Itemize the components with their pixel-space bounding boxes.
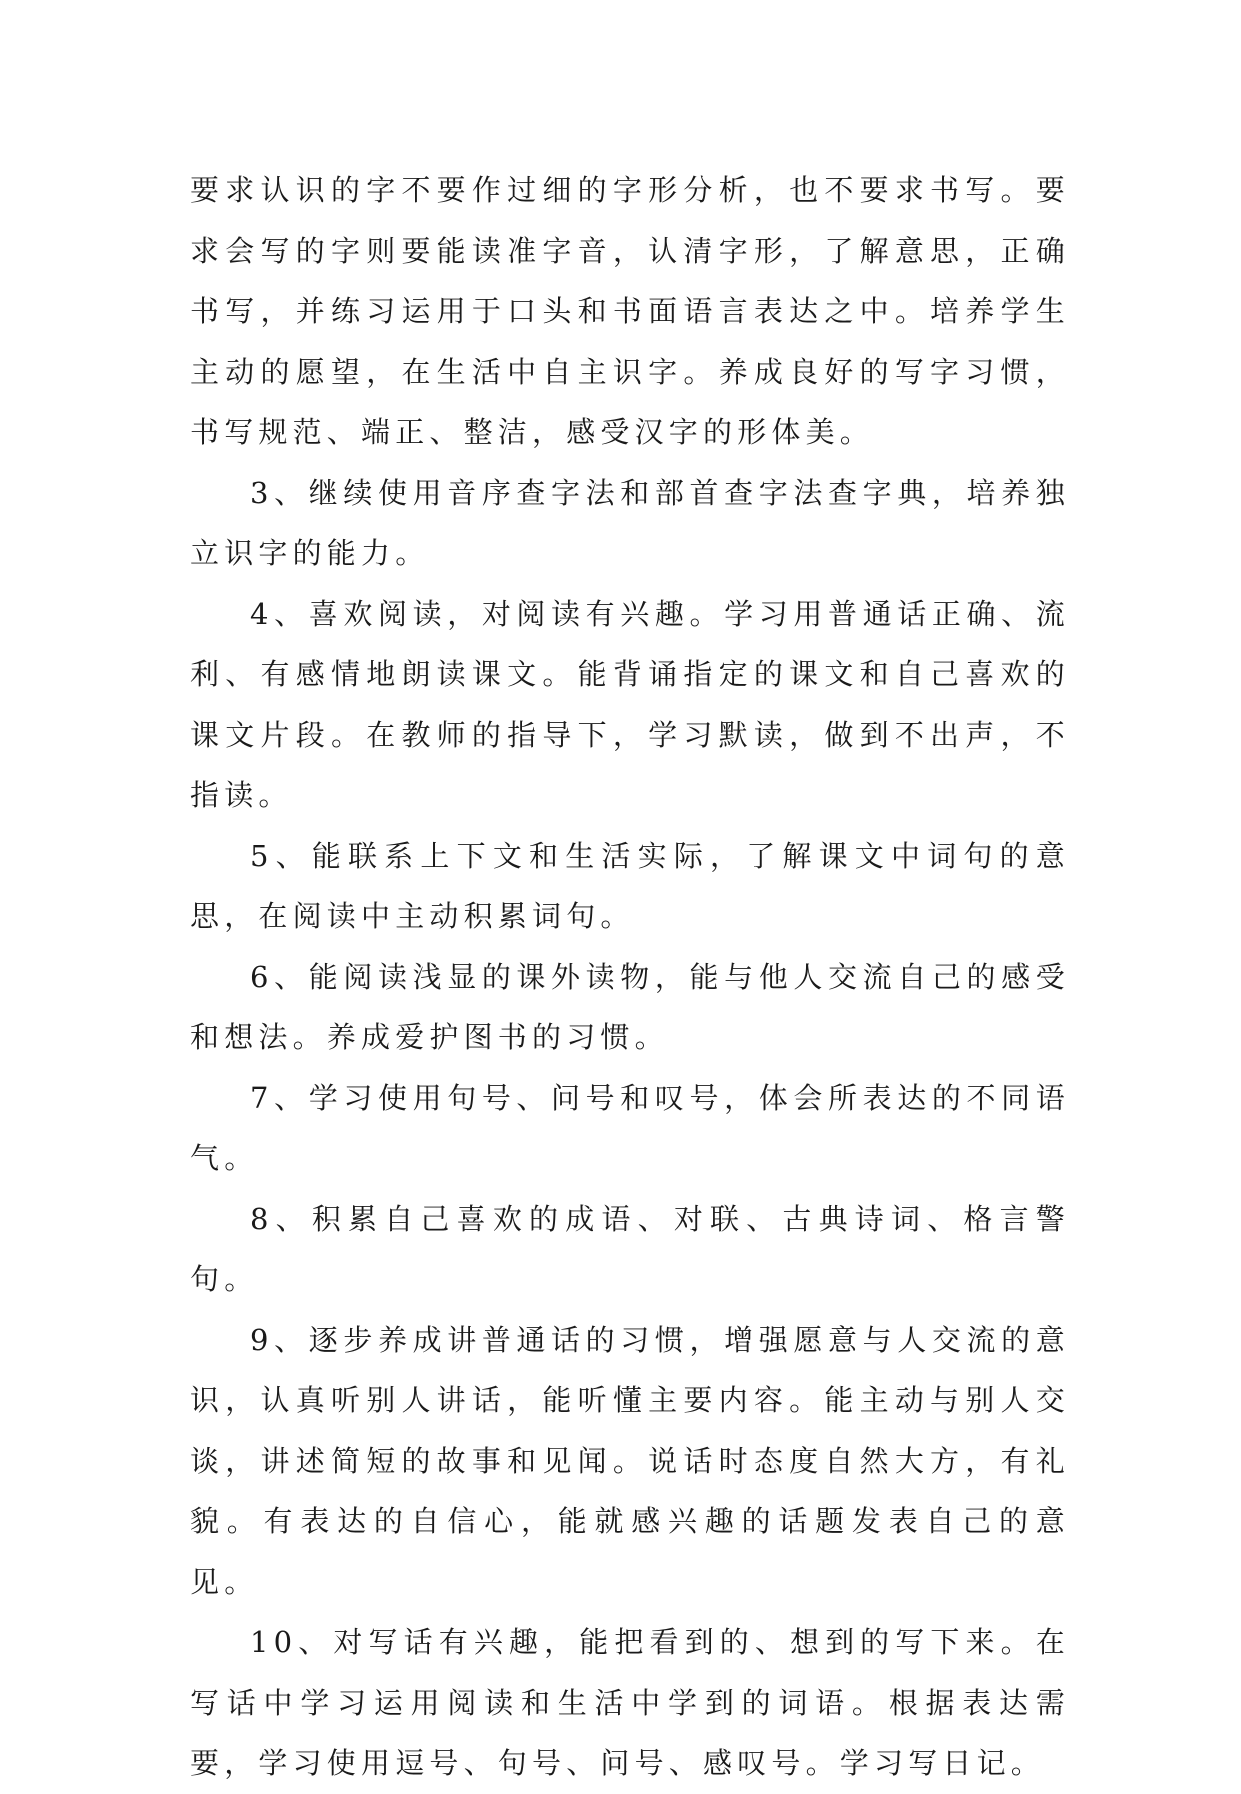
paragraph-continuation: 要求认识的字不要作过细的字形分析，也不要求书写。要求会写的字则要能读准字音，认清字形，了解意思，正确书写，并练习运用于口头和书面语言表达之中。培养学生主动的愿望，在生活中自主识字。养成良好的写字习惯，书写规范、端正、整洁，感受汉字的形体美。: [190, 173, 1070, 449]
paragraph-item-3: 3、继续使用音序查字法和部首查字法查字典，培养独立识字的能力。: [190, 475, 1070, 570]
paragraph-item-6: 6、能阅读浅显的课外读物，能与他人交流自己的感受和想法。养成爱护图书的习惯。: [190, 959, 1070, 1054]
document-page: [190, 160, 1070, 1794]
paragraph-item-5: 5、能联系上下文和生活实际，了解课文中词句的意思，在阅读中主动积累词句。: [190, 838, 1070, 933]
paragraph-item-8: 8、积累自己喜欢的成语、对联、古典诗词、格言警句。: [190, 1201, 1070, 1296]
paragraph-item-10: 10、对写话有兴趣，能把看到的、想到的写下来。在写话中学习运用阅读和生活中学到的词语。根据表达需要，学习使用逗号、句号、问号、感叹号。学习写日记。: [190, 1625, 1070, 1780]
paragraph-item-4: 4、喜欢阅读，对阅读有兴趣。学习用普通话正确、流利、有感情地朗读课文。能背诵指定的课文和自己喜欢的课文片段。在教师的指导下，学习默读，做到不出声，不指读。: [190, 596, 1070, 812]
paragraph-item-9: 9、逐步养成讲普通话的习惯，增强愿意与人交流的意识，认真听别人讲话，能听懂主要内容。能主动与别人交谈，讲述简短的故事和见闻。说话时态度自然大方，有礼貌。有表达的自信心，能就感兴趣的话题发表自己的意见。: [190, 1322, 1070, 1599]
paragraph-item-7: 7、学习使用句号、问号和叹号，体会所表达的不同语气。: [190, 1080, 1070, 1175]
